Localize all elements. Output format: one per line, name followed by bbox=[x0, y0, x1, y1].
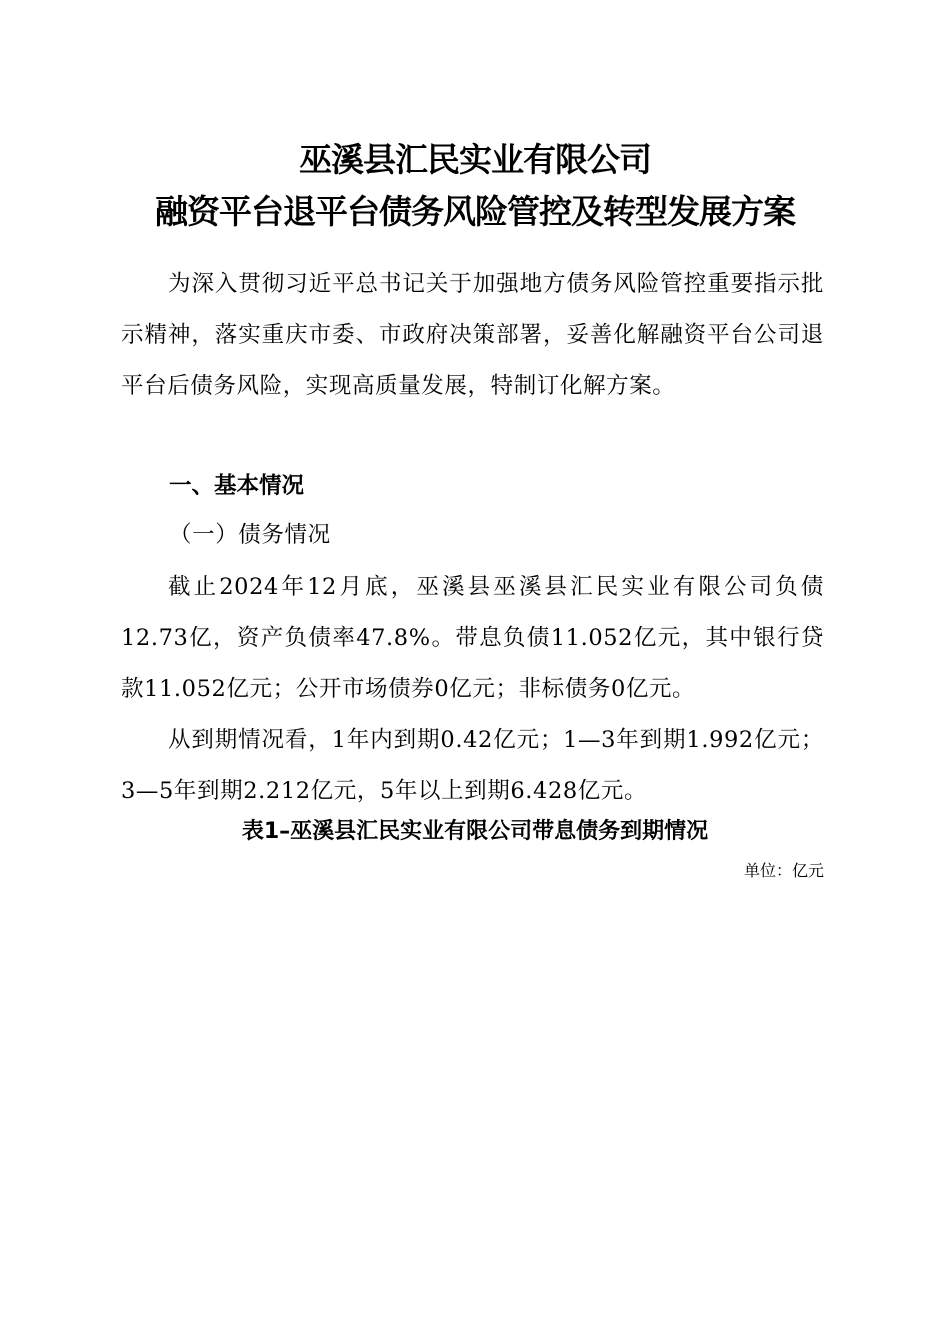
subsection-heading-debt-situation: （一）债务情况 bbox=[169, 522, 331, 548]
maturity-paragraph: 从到期情况看，1年内到期0.42亿元；1—3年到期1.992亿元；3—5年到期2.212亿元，5年以上到期6.428亿元。 bbox=[121, 727, 824, 804]
table-unit-label: 单位：亿元 bbox=[743, 861, 824, 880]
intro-paragraph: 为深入贯彻习近平总书记关于加强地方债务风险管控重要指示批示精神，落实重庆市委、市政府决策部署，妥善化解融资平台公司退平台后债务风险，实现高质量发展，特制订化解方案。 bbox=[121, 271, 824, 399]
section-heading-basic-situation: 一、基本情况 bbox=[169, 473, 305, 499]
document-title-line2: 融资平台退平台债务风险管控及转型发展方案 bbox=[155, 192, 795, 231]
table-caption: 表1–巫溪县汇民实业有限公司带息债务到期情况 bbox=[241, 819, 709, 844]
debt-paragraph: 截止2024年12月底，巫溪县巫溪县汇民实业有限公司负债12.73亿，资产负债率47.8%。带息负债11.052亿元，其中银行贷款11.052亿元；公开市场债券0亿元；非标债务0亿元。 bbox=[121, 574, 824, 702]
document-title-line1: 巫溪县汇民实业有限公司 bbox=[299, 140, 651, 179]
